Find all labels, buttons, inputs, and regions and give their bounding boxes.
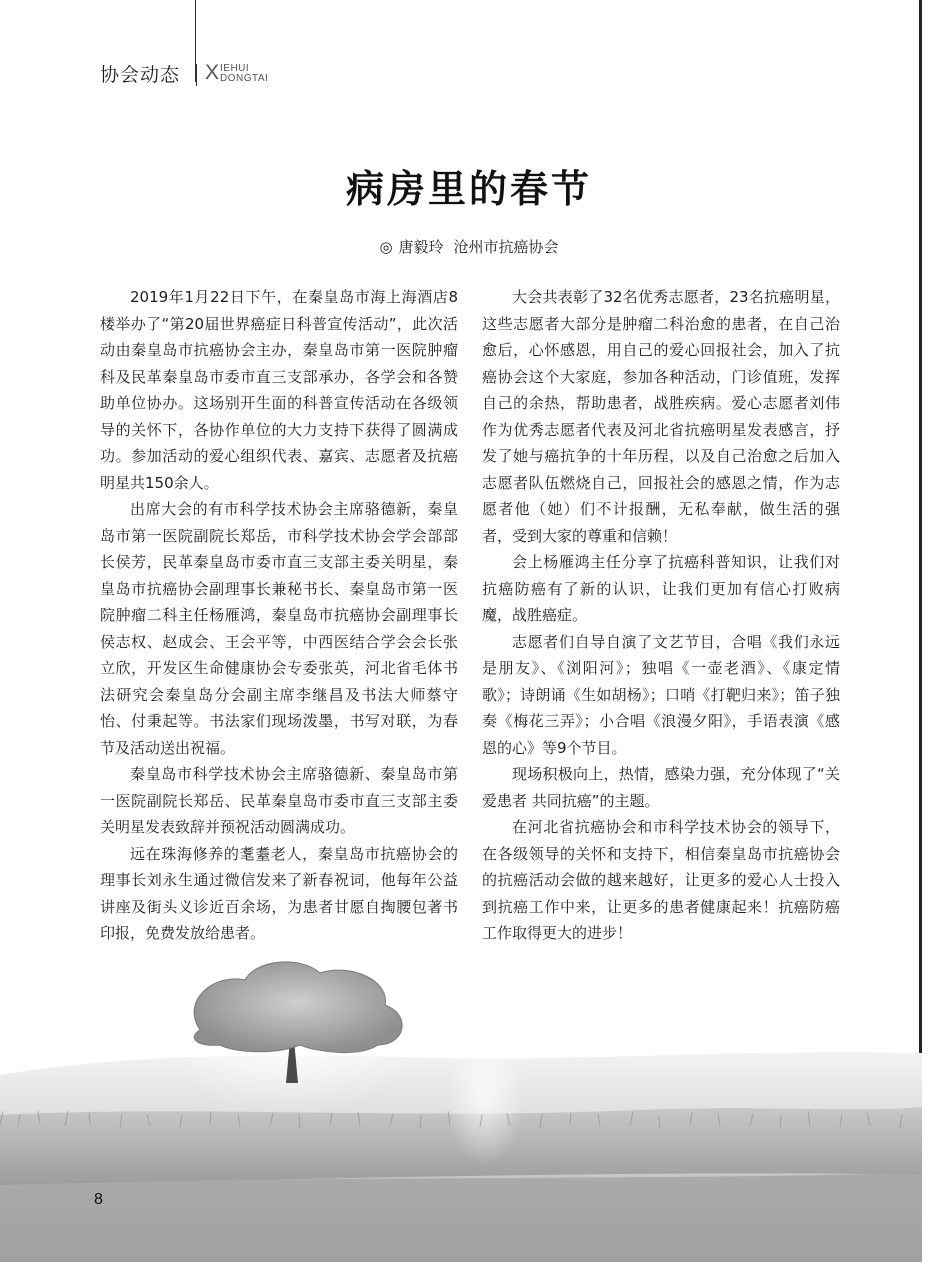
- byline: [0, 236, 938, 257]
- paragraph: 出席大会的有市科学技术协会主席骆德新，秦皇岛市第一医院副院长郑岳，市科学技术协会学会部部长侯芳，民革秦皇岛市委市直三支部主委关明星，秦皇岛市抗癌协会副理事长兼秘书长、秦皇岛市第一医院肿瘤二科主任杨雁鸿，秦皇岛市抗癌协会副理事长侯志权、赵成会、王会平等，中西医结合学会会长张立欣，开发区生命健康协会专委张英，河北省毛体书法研究会秦皇岛分会副主席李继昌及书法大师蔡守怡、付秉起等。书法家们现场泼墨，书写对联，为春节及活动送出祝福。: [100, 500, 458, 757]
- section-pinyin-initial: X: [205, 61, 220, 84]
- paragraph: 现场积极向上，热情，感染力强，充分体现了“关爱患者 共同抗癌”的主题。: [482, 765, 840, 810]
- article-title: 病房里的春节: [345, 166, 592, 211]
- tree-meadow-illustration: [0, 945, 922, 1262]
- author-organization: 沧州市抗癌协会: [453, 238, 559, 256]
- article-column-right: [482, 284, 840, 947]
- paragraph: 2019年1月22日下午，在秦皇岛市海上海酒店8楼举办了“第20届世界癌症日科普宣传活动”，此次活动由秦皇岛市抗癌协会主办，秦皇岛市第一医院肿瘤科及民革秦皇岛市委市直三支部承办，各学会和各赞助单位协办。这场别开生面的科普宣传活动在各级领导的关怀下，各协作单位的大力支持下获得了圆满成功。参加活动的爱心组织代表、嘉宾、志愿者及抗癌明星共150余人。: [100, 288, 458, 492]
- section-title: 协会动态: [100, 64, 181, 86]
- paragraph: 秦皇岛市科学技术协会主席骆德新、秦皇岛市第一医院副院长郑岳、民革秦皇岛市委市直三支部主委关明星发表致辞并预祝活动圆满成功。: [100, 765, 458, 836]
- paragraph: 志愿者们自导自演了文艺节目，合唱《我们永远是朋友》、《浏阳河》；独唱《一壶老酒》、《康定情歌》；诗朗诵《生如胡杨》；口哨《打靶归来》；笛子独奏《梅花三弄》；小合唱《浪漫夕阳》，手语表演《感恩的心》等9个节目。: [482, 632, 840, 757]
- section-pinyin-line1: IEHUI: [220, 63, 250, 74]
- paragraph: 会上杨雁鸿主任分享了抗癌科普知识，让我们对抗癌防癌有了新的认识，让我们更加有信心打败病魔，战胜癌症。: [482, 553, 840, 624]
- article-column-left: [100, 284, 458, 947]
- section-separator: [196, 64, 197, 86]
- byline-mark-icon: ◎: [379, 238, 393, 256]
- author-name: 唐毅玲: [398, 238, 444, 256]
- paragraph: 大会共表彰了32名优秀志愿者，23名抗癌明星，这些志愿者大部分是肿瘤二科治愈的患者，在自己治愈后，心怀感恩，用自己的爱心回报社会，加入了抗癌协会这个大家庭，参加各种活动，门诊值班，发挥自己的余热，帮助患者，战胜疾病。爱心志愿者刘伟作为优秀志愿者代表及河北省抗癌明星发表感言，抒发了她与癌抗争的十年历程，以及自己治愈之后加入志愿者队伍燃烧自己，回报社会的感恩之情，作为志愿者他（她）们不计报酬，无私奉献，做生活的强者，受到大家的尊重和信赖！: [482, 288, 840, 545]
- page-number: 8: [94, 1191, 103, 1208]
- paragraph: 远在珠海修养的耄耋老人，秦皇岛市抗癌协会的理事长刘永生通过微信发来了新春祝词，他每年公益讲座及街头义诊近百余场，为患者甘愿自掏腰包著书印报，免费发放给患者。: [100, 844, 458, 942]
- paragraph: 在河北省抗癌协会和市科学技术协会的领导下，在各级领导的关怀和支持下，相信秦皇岛市抗癌协会的抗癌活动会做的越来越好，让更多的爱心人士投入到抗癌工作中来，让更多的患者健康起来！抗癌防癌工作取得更大的进步！: [482, 818, 840, 942]
- section-pinyin-line2: DONGTAI: [220, 73, 269, 84]
